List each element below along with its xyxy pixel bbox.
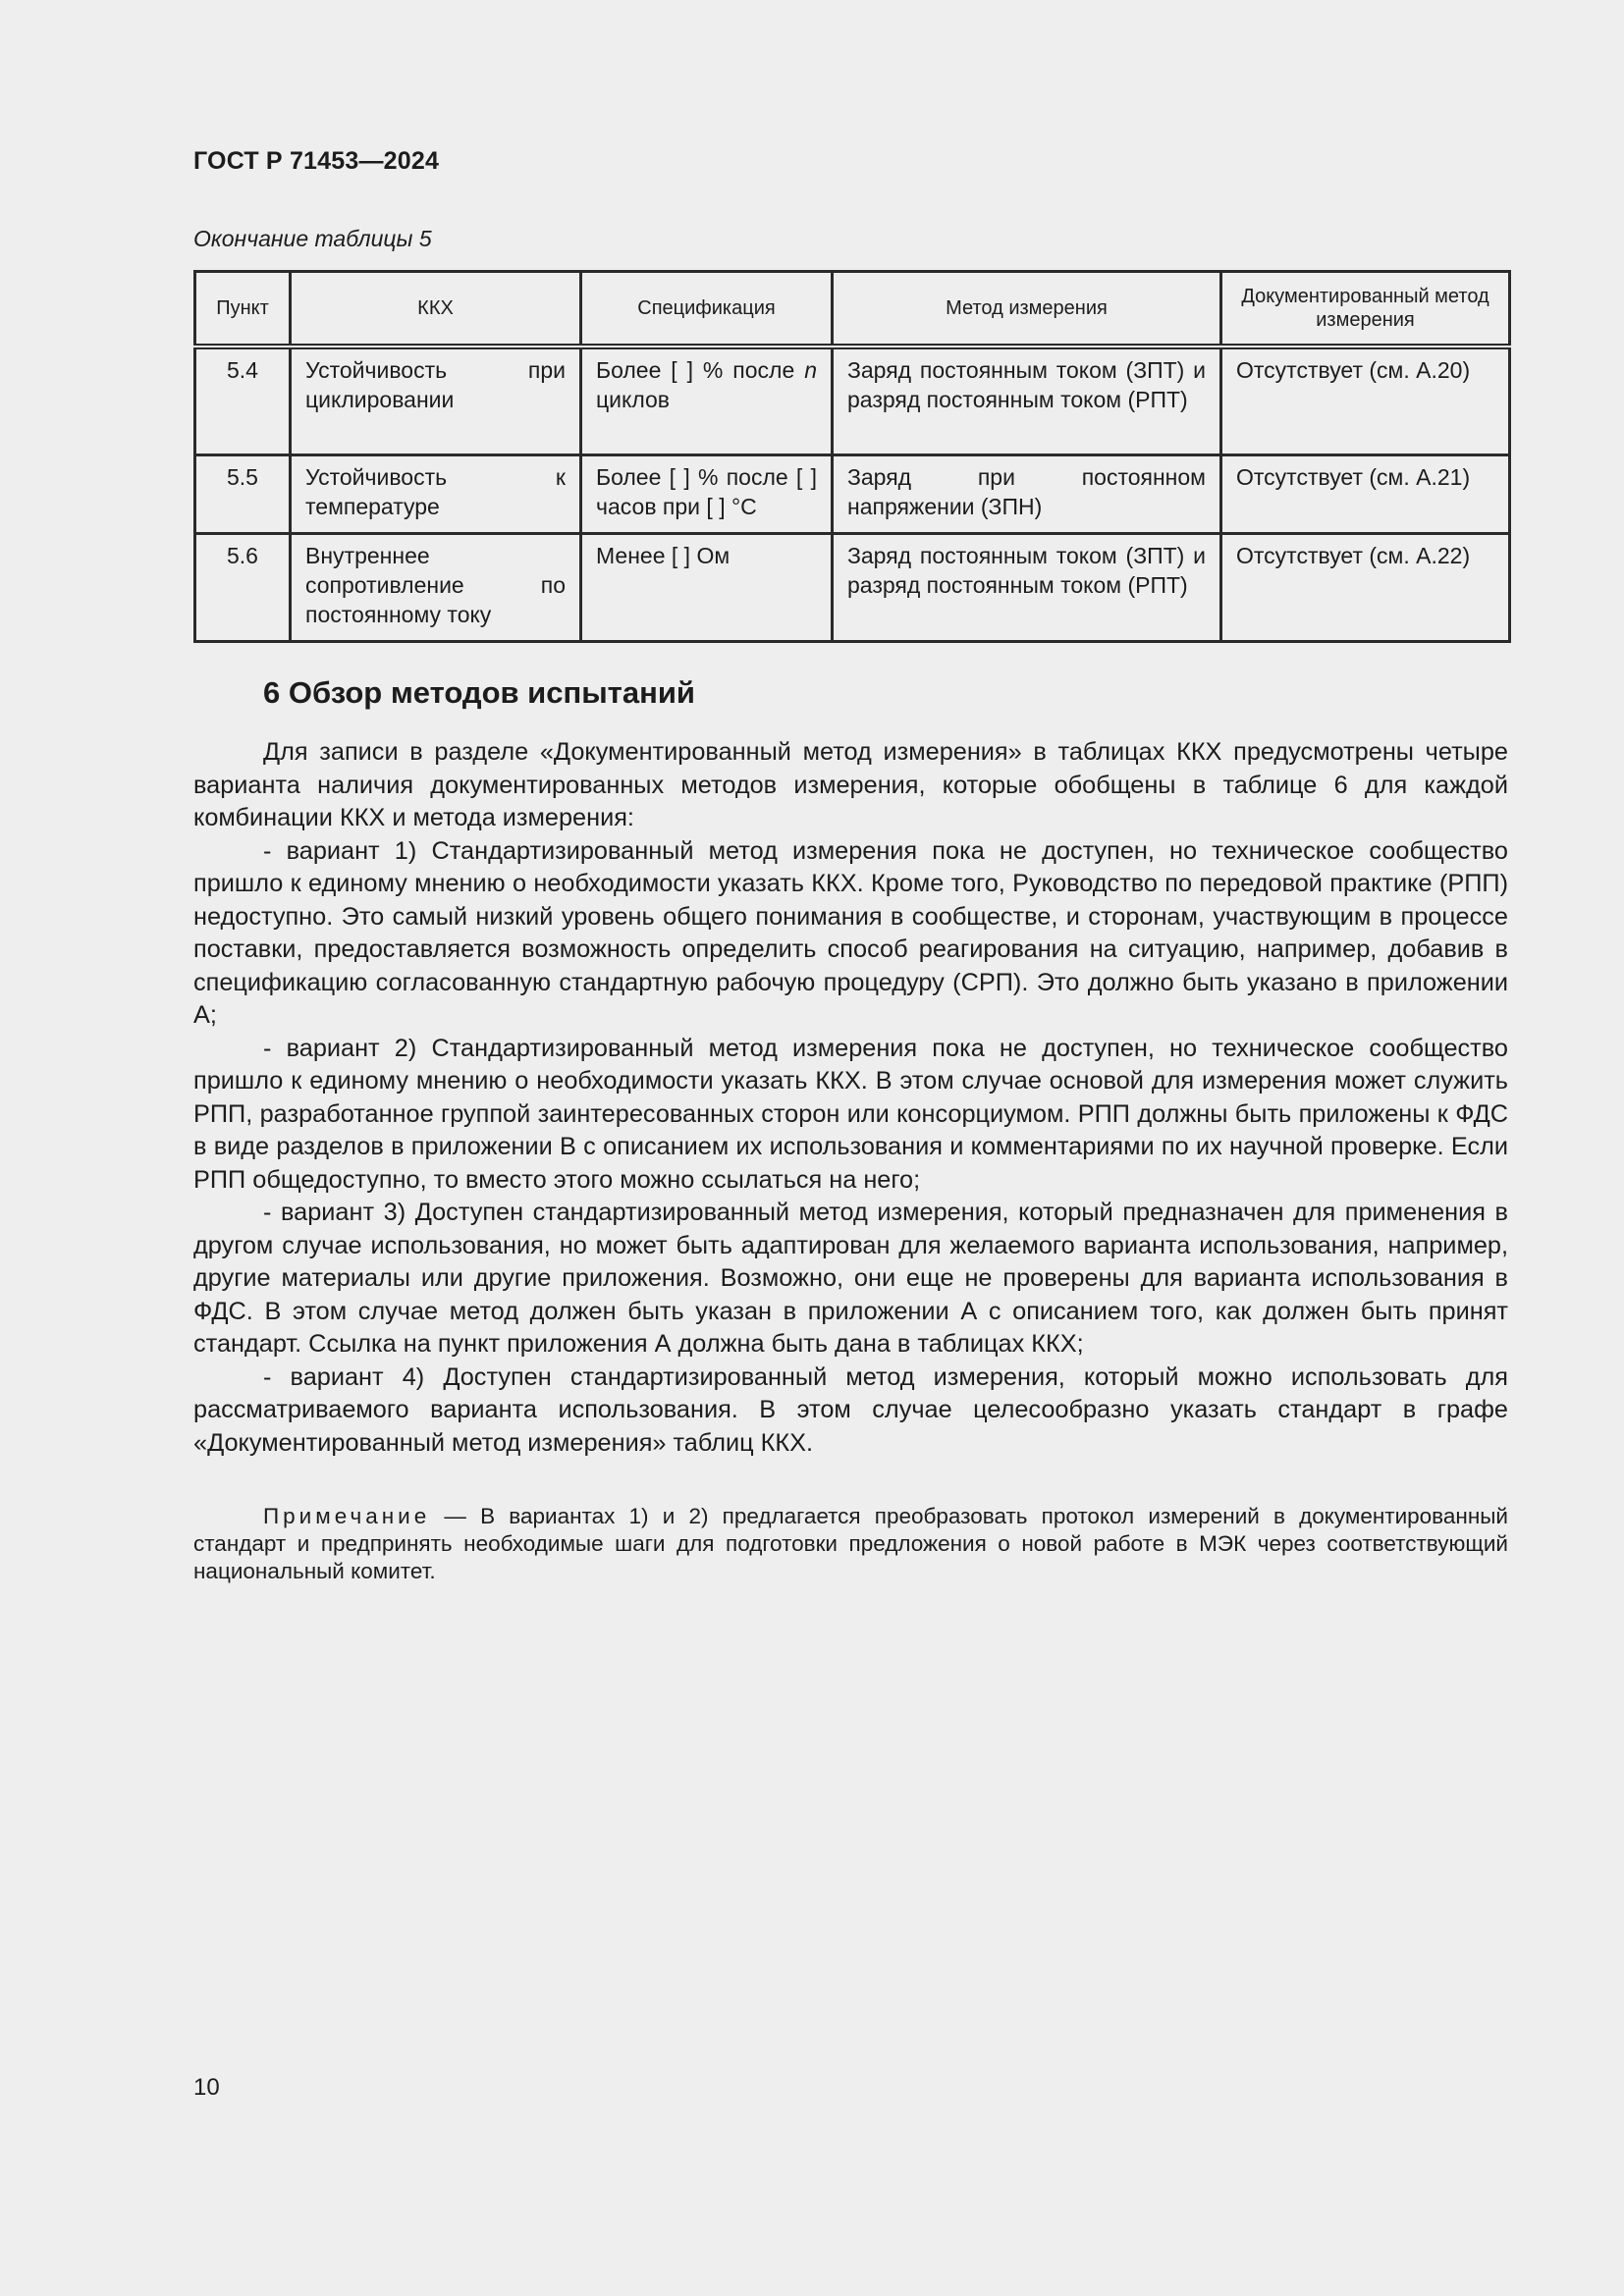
row-spec	[581, 347, 833, 454]
kkh-table	[193, 270, 1511, 643]
variant-3: - вариант 3) Доступен стандартизированный метод измерения, который предназначен для применения в другом случае использования, но может быть адаптирован для желаемого варианта использования, например, другие материалы или другие приложения. Возможно, они еще не проверены для варианта использования в ФДС. В этом случае метод должен быть указан в приложении А с описанием того, как должен быть принят стандарт. Ссылка на пункт приложения А должна быть дана в таблицах ККХ;	[193, 1199, 1508, 1358]
note	[193, 1503, 1508, 1585]
document-code: ГОСТ Р 71453—2024	[193, 147, 440, 175]
spec-text: Более [ ] % после	[596, 357, 805, 383]
note-label: Примечание	[263, 1504, 431, 1528]
variant-4: - вариант 4) Доступен стандартизированный метод измерения, который можно использовать для рассматриваемого варианта использования. В этом случае целесообразно указать стандарт в графе «Документированный метод измерения» таблиц ККХ.	[193, 1362, 1508, 1457]
row-method: Заряд постоянным током (ЗПТ) и разряд постоянным током (РПТ)	[833, 347, 1221, 454]
table-row	[195, 533, 1510, 641]
table-row	[195, 347, 1510, 454]
row-documented-method: Отсутствует (см. А.22)	[1221, 533, 1510, 641]
row-spec	[581, 533, 833, 641]
spec-variable: n	[804, 357, 817, 383]
row-kkh: Устойчивость к температуре	[291, 454, 581, 533]
column-header-documented-method: Документированный метод измерения	[1221, 272, 1510, 347]
section-body	[193, 736, 1508, 1460]
row-number: 5.6	[195, 533, 291, 641]
row-method: Заряд постоянным током (ЗПТ) и разряд постоянным током (РПТ)	[833, 533, 1221, 641]
row-number: 5.4	[195, 347, 291, 454]
column-header-kkh: ККХ	[291, 272, 581, 347]
row-kkh: Устойчивость при циклировании	[291, 347, 581, 454]
section-intro: Для записи в разделе «Документированный метод измерения» в таблицах ККХ предусмотрены четыре варианта наличия документированных методов измерения, которые обобщены в таблице 6 для каждой комбинации ККХ и метода измерения:	[193, 738, 1508, 831]
column-header-spec: Спецификация	[581, 272, 833, 347]
row-documented-method: Отсутствует (см. А.20)	[1221, 347, 1510, 454]
column-header-method: Метод измерения	[833, 272, 1221, 347]
section-title: 6 Обзор методов испытаний	[263, 675, 695, 710]
spec-text: Менее [ ] Ом	[596, 542, 731, 568]
spec-text-end: циклов	[596, 387, 671, 412]
table-caption: Окончание таблицы 5	[193, 226, 432, 251]
row-method: Заряд при постоянном напряжении (ЗПН)	[833, 454, 1221, 533]
spec-text: Более [ ] % после [ ] часов при [ ] °С	[596, 463, 817, 519]
table-header-row	[195, 272, 1510, 347]
row-kkh: Внутреннее сопротивление по постоянному току	[291, 533, 581, 641]
row-spec	[581, 454, 833, 533]
column-header-item: Пункт	[195, 272, 291, 347]
note-text: — В вариантах 1) и 2) предлагается преобразовать протокол измерений в документированный стандарт и предпринять необходимые шаги для подготовки предложения о новой работе в МЭК через соответствующий национальный комитет.	[193, 1504, 1508, 1583]
table-row	[195, 454, 1510, 533]
variant-2: - вариант 2) Стандартизированный метод измерения пока не доступен, но техническое сообщество пришло к единому мнению о необходимости указать ККХ. В этом случае основой для измерения может служить РПП, разработанное группой заинтересованных сторон или консорциумом. РПП должны быть приложены к ФДС в виде разделов в приложении В с описанием их использования и комментариями по их научной проверке. Если РПП общедоступно, то вместо этого можно ссылаться на него;	[193, 1034, 1508, 1194]
variant-1: - вариант 1) Стандартизированный метод измерения пока не доступен, но техническое сообщество пришло к единому мнению о необходимости указать ККХ. Кроме того, Руководство по передовой практике (РПП) недоступно. Это самый низкий уровень общего понимания в сообществе, и сторонам, участвующим в процессе поставки, предоставляется возможность определить способ реагирования на ситуацию, например, добавив в спецификацию согласованную стандартную рабочую процедуру (СРП). Это должно быть указано в приложении А;	[193, 836, 1508, 1029]
row-documented-method: Отсутствует (см. А.21)	[1221, 454, 1510, 533]
page-number: 10	[193, 2074, 220, 2101]
row-number: 5.5	[195, 454, 291, 533]
